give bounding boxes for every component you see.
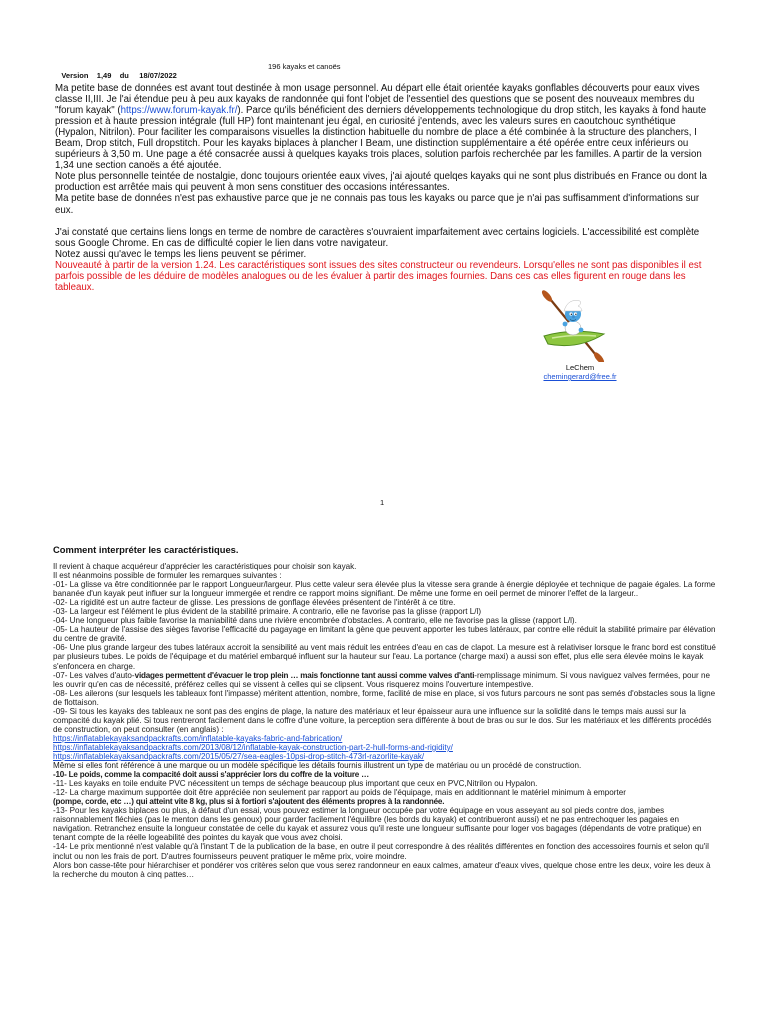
note-05: -05- La hauteur de l'assise des sièges favorise l'efficacité du pagayage en limitant la gène que peuvent apporter les tubes latéraux, par contre elle réduit la stabilité primaire par élévation du centre de gravité. xyxy=(53,625,716,644)
intro-paragraph-red-notice: Nouveauté à partir de la version 1.24. Les caractéristiques sont issues des sites constructeur ou revendeurs. Lorsqu'elles ne sont pas disponibles il est parfois possible de les déduire de modèles analogues ou de les évaluer à partir des images fournies. Dans ces cas elles figurent en rouge dans les tableaux. xyxy=(55,259,702,293)
section-title: Comment interpréter les caractéristiques. xyxy=(53,544,239,555)
forum-kayak-link[interactable]: https://www.forum-kayak.fr/ xyxy=(120,105,238,117)
smurf-kayaker-mascot-icon xyxy=(538,290,608,362)
intro-paragraph-4: J'ai constaté que certains liens longs en terme de nombre de caractères s'ouvraient imparfaitement avec certains logiciels. L'accessibilité est complète sous Google Chrome. En cas de difficulté copier le lien dans votre navigateur. xyxy=(55,226,700,249)
note-09: -09- Si tous les kayaks des tableaux ne sont pas des engins de plage, la nature des matériaux et leur épaisseur aura une influence sur la solidité dans le temps mais aussi sur la compacité du kayak plié. Si tous rentreront facilement dans le coffre d'une voiture, la perception sera différente à bout de bras ou sur le dos. Sur les matériaux et les différents procédés de construction, on peut consulter (en anglais) : xyxy=(53,706,712,734)
interpretation-notes xyxy=(53,562,716,879)
note-07 xyxy=(53,671,716,689)
author-block xyxy=(535,363,625,381)
note-14: -14- Le prix mentionné n'est valable qu'à l'instant T de la publication de la base, en outre il peut correspondre à des réalités différentes en fonction des accessoires fournis et selon qu'il inclut ou non les frais de port. D'autres fournisseurs peuvent pratiquer le même prix, voire moindre. xyxy=(53,842,709,861)
note-11: -11- Les kayaks en toile enduite PVC nécessitent un temps de séchage beaucoup plus important que ceux en PVC,Nitrilon ou Hypalon. xyxy=(53,779,538,789)
note-07-end: -remplissage minimum. Si vous naviguez valves fermées, pour ne les ouvrir qu'en cas de nécessité, préférez celles qui se vissent à celles qui se clipsent. Vous risquerez moins l'ouverture intempestive. xyxy=(53,670,710,689)
note-conclusion: Alors bon casse-tête pour hiérarchiser et pondérer vos critères selon que vous serez randonneur en eaux calmes, amateur d'eaux vives, quelque chose entre les deux, voire les deux à la recherche du mouton à cinq pattes… xyxy=(53,860,711,879)
intro-paragraph-2: Note plus personnelle teintée de nostalgie, donc toujours orientée eaux vives, j'ai ajouté quelqes kayaks qui ne sont plus distribués en France ou dont la production est arrêtée mais qui peuvent à mon sens constituer des occasions intéressantes. xyxy=(55,171,707,194)
intro-paragraph-3: Ma petite base de données n'est pas exhaustive parce que je ne connais pas tous les kayaks ou parce que je n'ai pas suffisamment d'informations sur eux. xyxy=(55,193,700,216)
intro-p1-start: Ma petite base de données est avant tout destinée à mon usage personnel. Au départ elle était orientée kayaks gonflables découverts pour eaux vives classe II,III. Je l'ai étendue peu à peu aux kayaks de randonnée qui font l'objet de l'essentiel des questions que se posent des nouveaux membres du "forum kayak" ( xyxy=(55,83,700,117)
note-13: -13- Pour les kayaks biplaces ou plus, à défaut d'un essai, vous pouvez estimer la longueur occupée par votre équipage en vous asseyant au sol pieds contre dos, jambes raisonnablement fléchies (pas le menton dans les genoux) pour garder facilement l'équilibre (les bords du kayak) et contribueront aussi) et ne pas entrechoquer les pagaies en navigation. Retranchez ensuite la longueur constatée de celle du kayak et assurez vous qu'il reste une longueur suffisante pour loger vos bagages (dépendants de votre pratique) en tenant compte de la réelle logeabilité des pointes du kayak que vous avez choisi. xyxy=(53,806,702,843)
note-06: -06- Une plus grande largeur des tubes latéraux accroit la sensibilité au vent mais réduit les entrées d'eau en cas de clapot. La mesure est à relativiser lorsque le franc bord est constitué par plusieurs tubes. Le poids de l'équipage et du matériel embarqué influent sur la hauteur sur l'eau. La portance (charge maxi) a aussi son effet, plus elle sera élevée moins le kayak s'enfoncera en charge. xyxy=(53,643,716,671)
note-07-start: -07- Les valves d'auto- xyxy=(53,670,135,680)
materials-link-2[interactable]: https://inflatablekayaksandpackrafts.com/2013/08/12/inflatable-kayak-construction-part-2-hull-forms-and-rigidity/ xyxy=(53,742,453,752)
note-meme: Même si elles font référence à une marque ou un modèle spécifique les détails fournis illustrent un type de matériau ou un procédé de construction. xyxy=(53,761,582,771)
intro-text xyxy=(55,83,715,293)
intro-paragraph-1 xyxy=(55,83,715,171)
note-04: -04- Une longueur plus faible favorise la maniabilité dans une rivière encombrée d'obstacles. A contrario, elle ne favorise pas la glisse (rapport L/l). xyxy=(53,616,577,626)
version-line: Version 1,49 du 18/07/2022 xyxy=(61,71,177,80)
intro-p1-end: ). Parce qu'ils bénéficient des derniers développements technologique du drop stitch, les kayaks à fond haute pression et à haute pression intégrale (full HP) font maintenant jeu égal, en curiosité j'entends, avec les valeurs sures en caoutchouc synthétique (Hypalon, Nitrilon). Pour faciliter les comparaisons visuelles la distinction habituelle du nombre de place a été combinée à la structure des planchers, I Beam, Drop stitch, Full dropstitch. Pour les kayaks biplaces à plancher I Beam, une distinction supplémentaire a été opérée entre ceux inférieurs ou supérieurs à 3,50 m. Une page a été consacrée aussi à quelques kayaks trois places, solution parfois recherchée par les familles. A partir de la version 1,34 une section canoës a été ajoutée. xyxy=(55,105,707,172)
note-line: Il revient à chaque acquéreur d'apprécier les caractéristiques pour choisir son kayak. xyxy=(53,562,357,571)
note-03: -03- La largeur est l'élément le plus évident de la stabilité primaire. A contrario, elle ne favorise pas la glisse (rapport L/l) xyxy=(53,607,482,617)
kayak-count: 196 kayaks et canoës xyxy=(268,62,341,71)
note-12-bold: (pompe, corde, etc …) qui atteint vite 8 kg, plus si à fortiori s'ajoutent des éléments propres à la randonnée. xyxy=(53,797,445,807)
materials-link-1[interactable]: https://inflatablekayaksandpackrafts.com/inflatable-kayaks-fabric-and-fabrication/ xyxy=(53,733,343,743)
note-line: Il est néanmoins possible de formuler les remarques suivantes : xyxy=(53,571,282,581)
note-10: -10- Le poids, comme la compacité doit aussi s'apprécier lors du coffre de la voiture … xyxy=(53,770,370,780)
materials-link-3[interactable]: https://inflatablekayaksandpackrafts.com/2015/05/27/sea-eagles-10psi-drop-stitch-473rl-razorlite-kayak/ xyxy=(53,751,425,761)
note-12: -12- La charge maximum supportée doit être appréciée non seulement par rapport au poids de l'équipage, mais en additionnant le matériel minimum à emporter xyxy=(53,788,626,798)
author-email-link[interactable]: chemingerard@free.fr xyxy=(543,372,617,381)
note-02: -02- La rigidité est un autre facteur de glisse. Les pressions de gonflage élevées présentent de l'intérêt à ce titre. xyxy=(53,598,456,608)
author-name: LeChem xyxy=(565,363,595,372)
note-08: -08- Les ailerons (sur lesquels les tableaux font l'impasse) méritent attention, nombre, forme, facilité de mise en place, si vos futurs parcours ne sont pas semés d'obstacles sous la ligne de flottaison. xyxy=(53,688,716,707)
note-01: -01- La glisse va être conditionnée par le rapport Longueur/largeur. Plus cette valeur sera élevée plus la vitesse sera grande à énergie déployée et technique de pagaie égales. La forme bananée d'un kayak peut influer sur la longueur immergée et rendre ce rapport moins signifiant. De même une forme en oeil permet de minorer l'effet de la largeur.. xyxy=(53,580,716,599)
intro-paragraph-5: Notez aussi qu'avec le temps les liens peuvent se périmer. xyxy=(55,248,307,260)
page-number: 1 xyxy=(380,498,385,507)
note-07-bold: vidages permettent d'évacuer le trop plein … mais fonctionne tant aussi comme valves d'anti xyxy=(134,670,475,680)
